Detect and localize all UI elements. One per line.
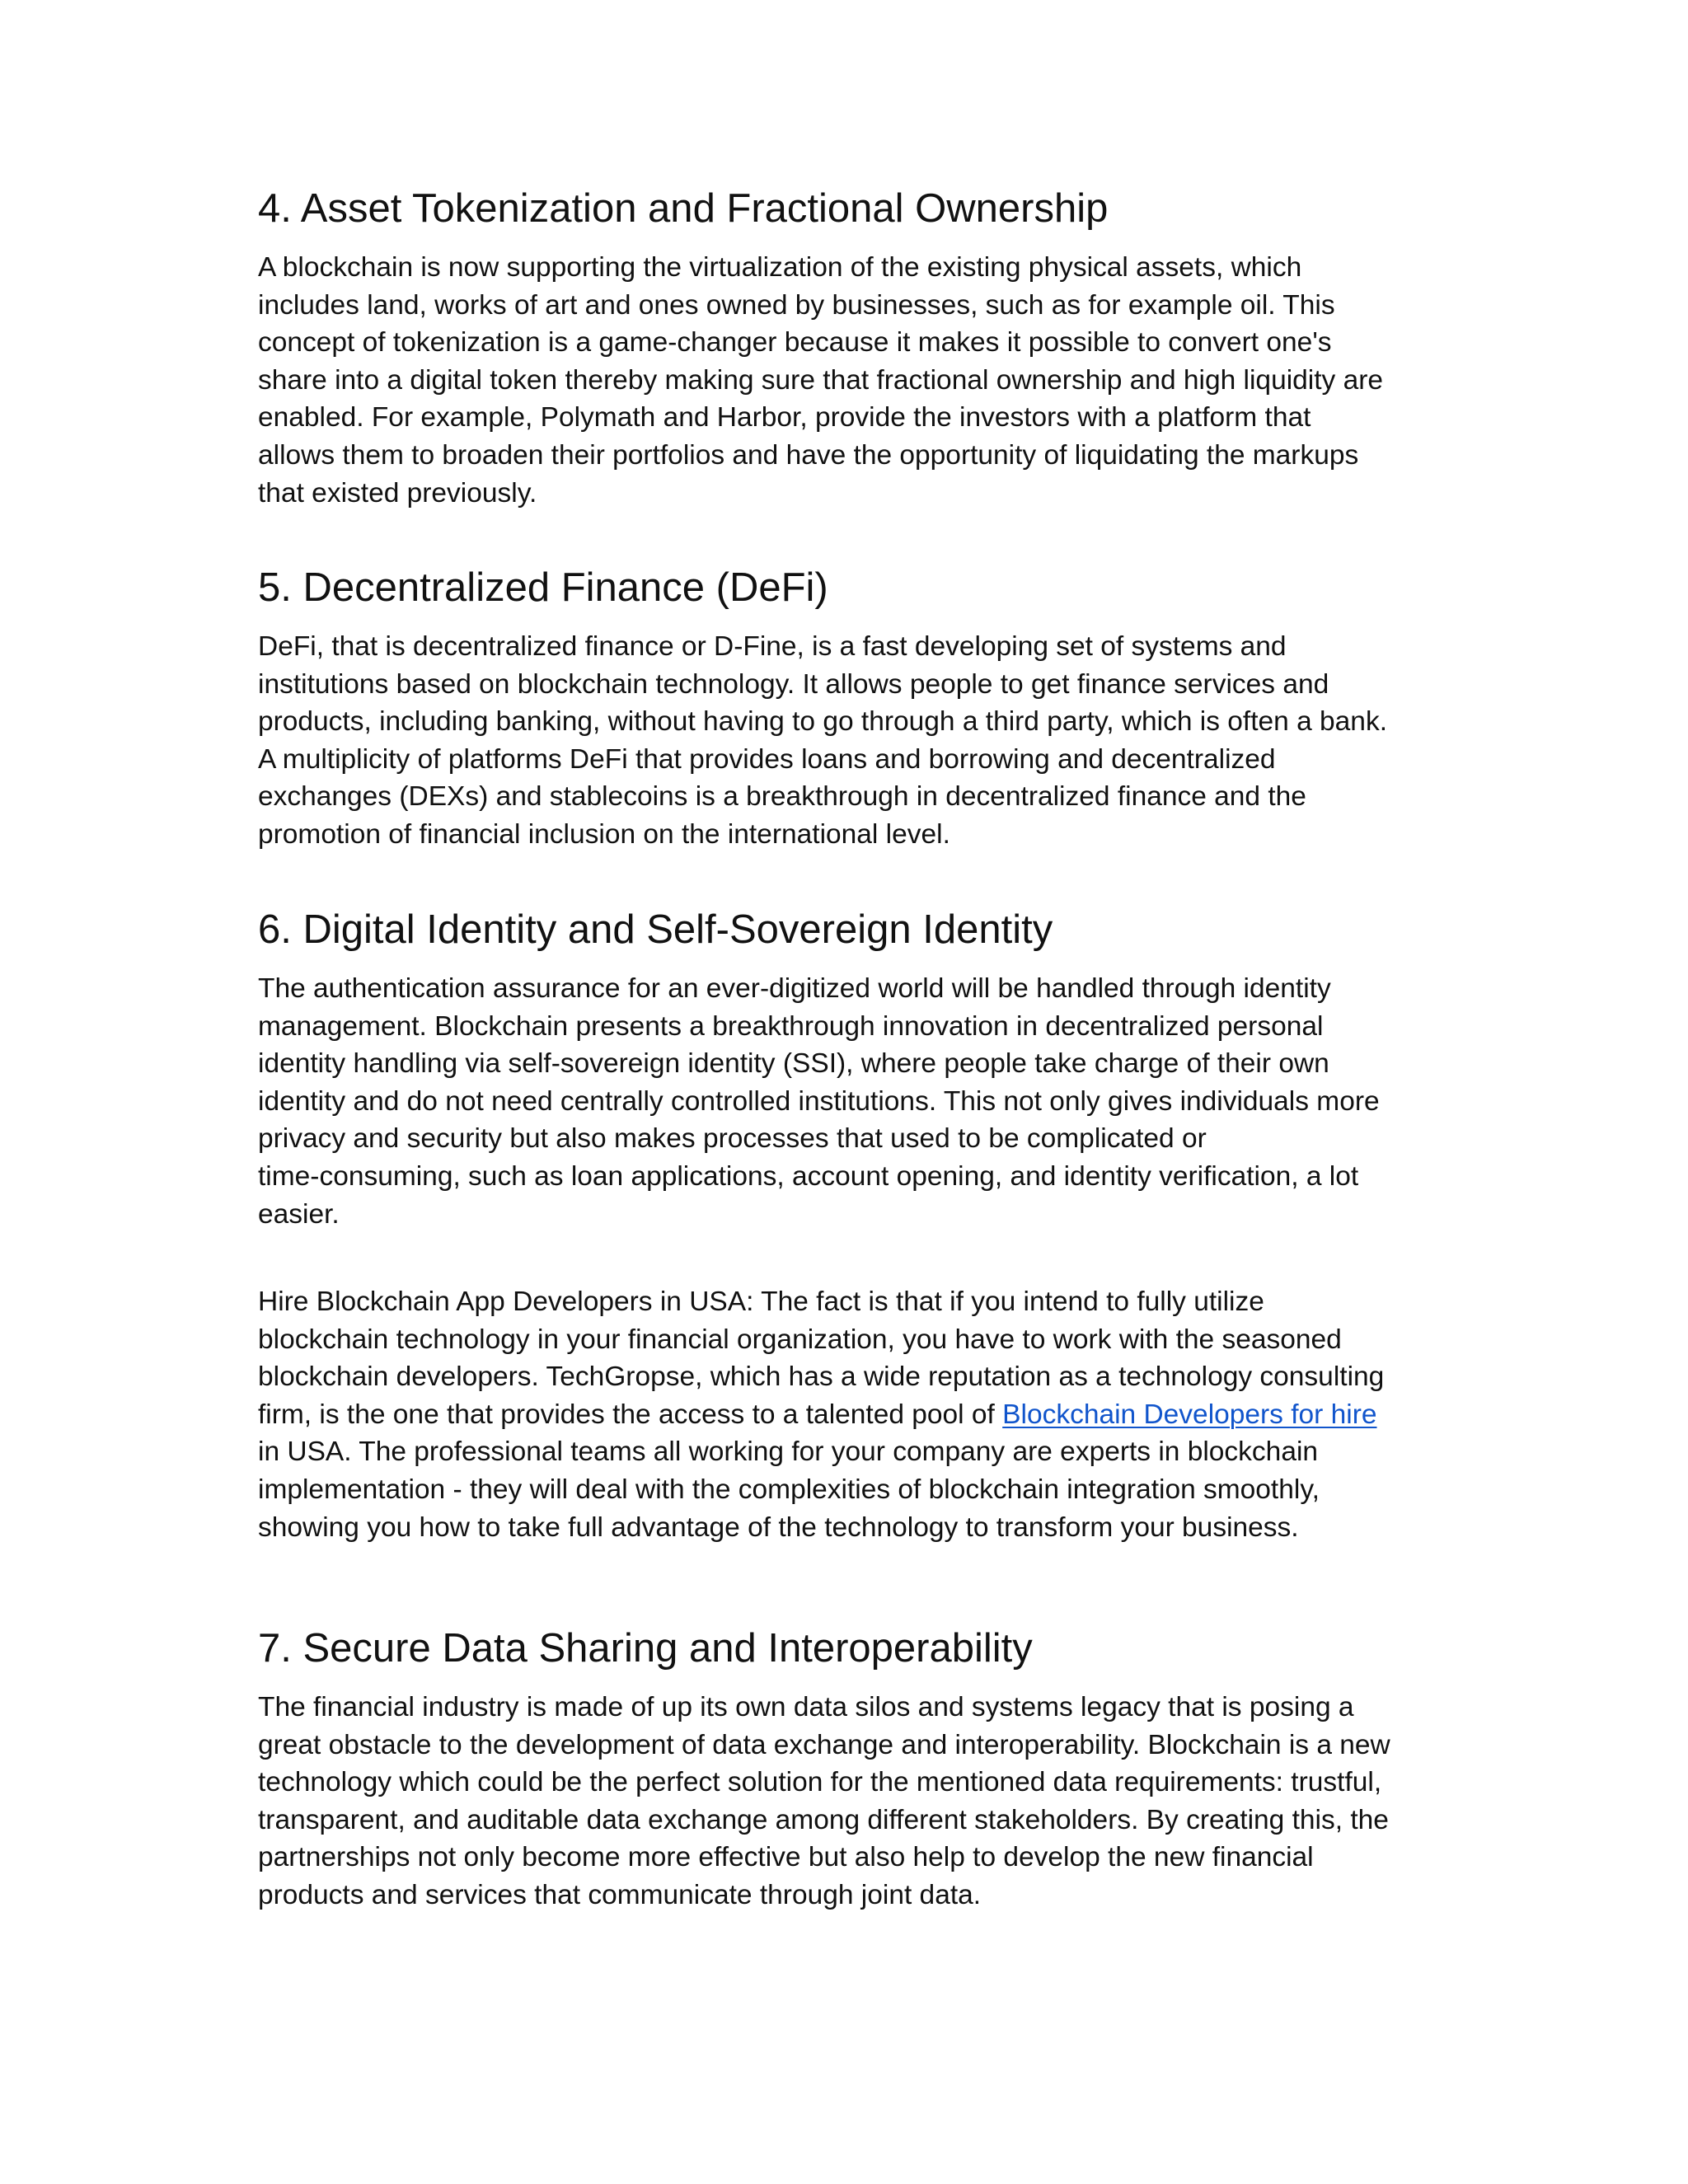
section-secure-data-sharing bbox=[258, 1624, 1437, 1915]
paragraph-line: concept of tokenization is a game-changer because it makes it possible to convert one's bbox=[258, 327, 1332, 359]
section-paragraph bbox=[258, 628, 1437, 854]
paragraph-line: that existed previously. bbox=[258, 477, 537, 509]
paragraph-line: easier. bbox=[258, 1198, 340, 1230]
section-paragraph bbox=[258, 970, 1437, 1233]
section-digital-identity bbox=[258, 905, 1437, 1233]
paragraph-line: identity and do not need centrally controlled institutions. This not only gives individuals more bbox=[258, 1085, 1380, 1117]
paragraph-line: A multiplicity of platforms DeFi that provides loans and borrowing and decentralized bbox=[258, 743, 1276, 775]
paragraph-line: products and services that communicate through joint data. bbox=[258, 1879, 982, 1910]
paragraph-line: transparent, and auditable data exchange among different stakeholders. By creating this, the bbox=[258, 1804, 1389, 1835]
paragraph-line: in USA. The professional teams all working for your company are experts in blockchain bbox=[258, 1436, 1319, 1468]
link-line-prefix: firm, is the one that provides the access to a talented pool of bbox=[258, 1399, 1003, 1430]
paragraph-line: includes land, works of art and ones owned by businesses, such as for example oil. This bbox=[258, 289, 1335, 321]
paragraph-line: partnerships not only become more effective but also help to develop the new financial bbox=[258, 1842, 1314, 1873]
paragraph-line: Hire Blockchain App Developers in USA: The fact is that if you intend to fully utilize bbox=[258, 1286, 1264, 1317]
paragraph-line: time-consuming, such as loan applications, account opening, and identity verification, a lot bbox=[258, 1160, 1359, 1192]
paragraph-line: A blockchain is now supporting the virtualization of the existing physical assets, which bbox=[258, 252, 1302, 283]
hire-developers-paragraph bbox=[258, 1283, 1437, 1546]
paragraph-line: exchanges (DEXs) and stablecoins is a breakthrough in decentralized finance and the bbox=[258, 781, 1306, 813]
paragraph-line-with-link bbox=[258, 1396, 1437, 1434]
paragraph-line: management. Blockchain presents a breakthrough innovation in decentralized personal bbox=[258, 1010, 1324, 1042]
hire-paragraph-body bbox=[258, 1283, 1437, 1546]
paragraph-line: privacy and security but also makes processes that used to be complicated or bbox=[258, 1123, 1207, 1155]
paragraph-line: share into a digital token thereby making sure that fractional ownership and high liquidity are bbox=[258, 364, 1383, 396]
section-heading: 7. Secure Data Sharing and Interoperability bbox=[258, 1626, 1033, 1671]
paragraph-line: allows them to broaden their portfolios and have the opportunity of liquidating the markups bbox=[258, 439, 1359, 471]
blockchain-developers-link[interactable]: Blockchain Developers for hire bbox=[1002, 1399, 1377, 1430]
section-defi bbox=[258, 563, 1437, 854]
paragraph-line: blockchain developers. TechGropse, which has a wide reputation as a technology consulting bbox=[258, 1361, 1385, 1393]
paragraph-line: products, including banking, without having to go through a third party, which is often a bank. bbox=[258, 706, 1387, 738]
paragraph-line: identity handling via self-sovereign identity (SSI), where people take charge of their own bbox=[258, 1048, 1329, 1080]
paragraph-line: enabled. For example, Polymath and Harbor, provide the investors with a platform that bbox=[258, 402, 1311, 434]
paragraph-line: promotion of financial inclusion on the international level. bbox=[258, 818, 950, 850]
section-paragraph bbox=[258, 1689, 1437, 1915]
section-heading: 5. Decentralized Finance (DeFi) bbox=[258, 565, 828, 610]
paragraph-line: blockchain technology in your financial organization, you have to work with the seasoned bbox=[258, 1324, 1342, 1355]
paragraph-line: institutions based on blockchain technology. It allows people to get finance services and bbox=[258, 668, 1329, 700]
paragraph-line: great obstacle to the development of data exchange and interoperability. Blockchain is a new bbox=[258, 1729, 1390, 1760]
paragraph-line: technology which could be the perfect solution for the mentioned data requirements: trustful, bbox=[258, 1767, 1382, 1798]
paragraph-line: The financial industry is made of up its own data silos and systems legacy that is posing a bbox=[258, 1692, 1354, 1722]
paragraph-line: DeFi, that is decentralized finance or D-Fine, is a fast developing set of systems and bbox=[258, 631, 1287, 662]
section-heading: 4. Asset Tokenization and Fractional Ownership bbox=[258, 186, 1109, 231]
section-heading: 6. Digital Identity and Self-Sovereign Identity bbox=[258, 907, 1053, 952]
paragraph-line: The authentication assurance for an ever-digitized world will be handled through identity bbox=[258, 973, 1331, 1004]
paragraph-line: showing you how to take full advantage of the technology to transform your business. bbox=[258, 1511, 1299, 1543]
section-paragraph bbox=[258, 249, 1437, 512]
paragraph-line: implementation - they will deal with the complexities of blockchain integration smoothly, bbox=[258, 1474, 1320, 1505]
section-asset-tokenization bbox=[258, 184, 1437, 512]
